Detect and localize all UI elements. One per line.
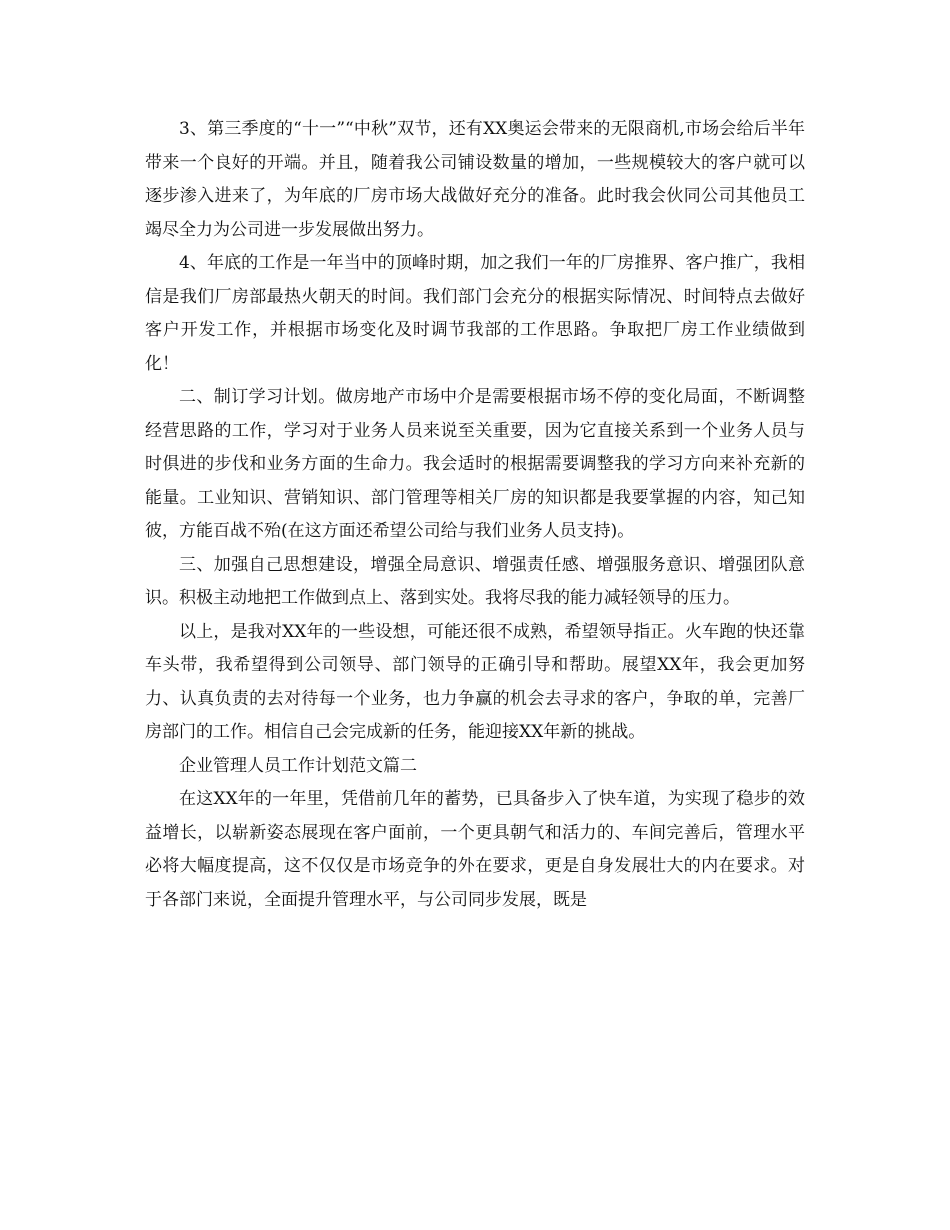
paragraph-q3-plan: 3、第三季度的“十一”“中秋”双节，还有XX奥运会带来的无限商机,市场会给后半年带来一个良好的开端。并且，随着我公司铺设数量的增加，一些规模较大的客户就可以逐步渗入进来了，为年底的厂房市场大战做好充分的准备。此时我会伙同公司其他员工竭尽全力为公司进一步发展做出努力。 — [145, 119, 805, 240]
paragraph-study-plan: 二、制订学习计划。做房地产市场中介是需要根据市场不停的变化局面，不断调整经营思路的工作，学习对于业务人员来说至关重要，因为它直接关系到一个业务人员与时俱进的步伐和业务方面的生命力。我会适时的根据需要调整我的学习方向来补充新的能量。工业知识、营销知识、部门管理等相关厂房的知识都是我要掌握的内容，知己知彼，方能百战不殆(在这方面还希望公司给与我们业务人员支持)。 — [145, 387, 805, 541]
section-heading: 企业管理人员工作计划范文篇二 — [179, 755, 417, 776]
document-body — [145, 113, 805, 917]
paragraph-section-two-intro: 在这XX年的一年里，凭借前几年的蓄势，已具备步入了快车道，为实现了稳步的效益增长，以崭新姿态展现在客户面前，一个更具朝气和活力的、车间完善后，管理水平必将大幅度提高，这不仅仅是市场竞争的外在要求，更是自身发展壮大的内在要求。对于各部门来说，全面提升管理水平，与公司同步发展，既是 — [145, 789, 805, 910]
paragraph-conclusion: 以上，是我对XX年的一些设想，可能还很不成熟，希望领导指正。火车跑的快还靠车头带，我希望得到公司领导、部门领导的正确引导和帮助。展望XX年，我会更加努力、认真负责的去对待每一个业务，也力争赢的机会去寻求的客户，争取的单，完善厂房部门的工作。相信自己会完成新的任务，能迎接XX年新的挑战。 — [145, 621, 805, 742]
paragraph-year-end-plan: 4、年底的工作是一年当中的顶峰时期，加之我们一年的厂房推界、客户推广，我相信是我们厂房部最热火朝天的时间。我们部门会充分的根据实际情况、时间特点去做好客户开发工作，并根据市场变化及时调节我部的工作思路。争取把厂房工作业绩做到化！ — [145, 253, 805, 374]
paragraph-ideology-building: 三、加强自己思想建设，增强全局意识、增强责任感、增强服务意识、增强团队意识。积极主动地把工作做到点上、落到实处。我将尽我的能力减轻领导的压力。 — [145, 554, 805, 608]
